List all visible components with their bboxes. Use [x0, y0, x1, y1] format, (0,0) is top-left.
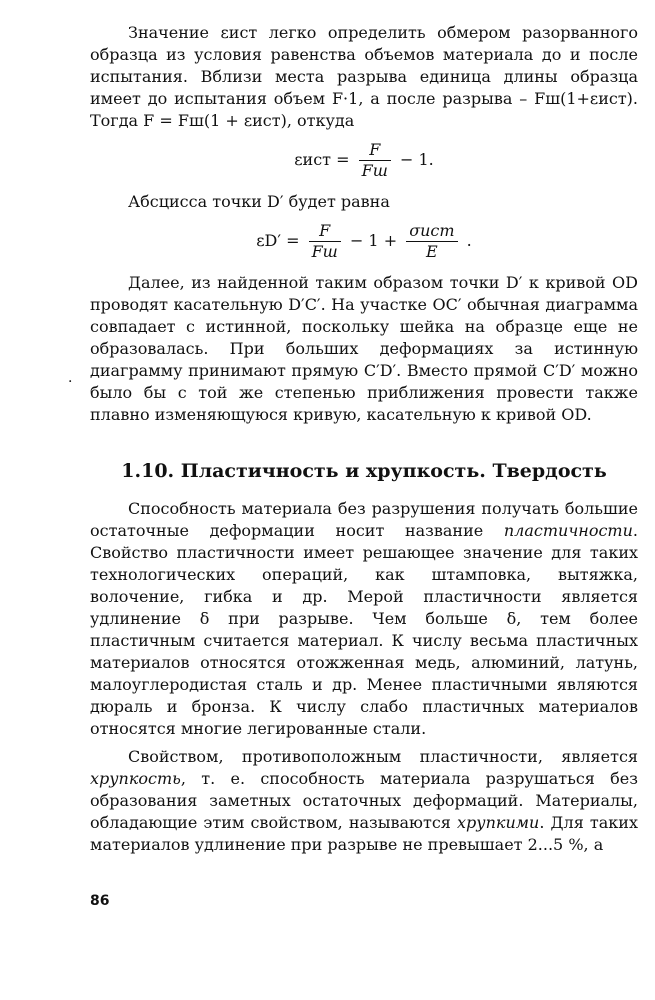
text-run: Свойством, противоположным пластичности, является	[128, 747, 638, 766]
fraction-denominator: Fш	[361, 161, 388, 180]
margin-mark: ·	[68, 374, 73, 390]
term-brittleness: хрупкость	[90, 769, 181, 788]
text-run: . Для таких материалов удлинение при разрыве не превышает 2...5 %, а	[90, 813, 638, 854]
fraction-numerator: σист	[406, 221, 457, 242]
fraction	[309, 221, 341, 262]
paragraph-intro: Значение εист легко определить обмером разорванного образца из условия равенства объемов материала до и после испытания. Вблизи места разрыва единица длины образца имеет до испытания объем F·1, а после разрыва – Fш(1+εист). Тогда F = Fш(1 + εист), откуда	[90, 23, 638, 130]
section-title: 1.10. Пластичность и хрупкость. Твердость	[121, 460, 607, 482]
formula-abscissa	[90, 221, 638, 262]
formula-middle: − 1 +	[349, 231, 398, 250]
fraction-numerator: F	[309, 221, 341, 242]
paragraph-plasticity	[90, 498, 638, 740]
fraction-numerator: F	[359, 140, 391, 161]
term-brittle: хрупкими	[457, 813, 540, 832]
page-content	[90, 22, 638, 856]
paragraph-brittleness	[90, 746, 638, 856]
term-plasticity: пластичности	[503, 521, 633, 540]
formula-lhs: εD′ =	[256, 231, 300, 250]
paragraph-tangent: Далее, из найденной таким образом точки D′ к кривой OD проводят касательную D′C′. На участке OC′ обычная диаграмма совпадает с истинной, поскольку шейка на образце еще не образовалась. При больших деформациях за истинную диаграмму принимают прямую C′D′. Вместо прямой C′D′ можно было бы с той же степенью приближения провести также плавно изменяющуюся кривую, касательную к кривой OD.	[90, 273, 638, 424]
formula-true-strain	[90, 140, 638, 181]
text-run: Способность материала без разрушения получать большие остаточные деформации носит название	[90, 499, 638, 540]
fraction	[406, 221, 457, 262]
formula-end: .	[466, 231, 472, 250]
page-number: 86	[90, 893, 110, 909]
text-run: . Свойство пластичности имеет решающее значение для таких технологических операций, как штамповка, вытяжка, волочение, гибка и др. Мерой пластичности является удлинение δ при разрыве. Чем больше δ, тем более пластичным считается материал. К числу весьма пластичных материалов относятся отожженная медь, алюминий, латунь, малоуглеродистая сталь и др. Менее пластичными являются дюраль и бронза. К числу слабо пластичных материалов относятся многие легированные стали.	[90, 521, 638, 738]
text-run: , т. е. способность материала разрушаться без образования заметных остаточных деформаций. Материалы, обладающие этим свойством, называются	[90, 769, 638, 832]
fraction-denominator: Fш	[311, 242, 338, 261]
formula-rest: − 1.	[399, 150, 434, 169]
fraction-denominator: E	[426, 242, 438, 261]
formula-lhs: εист =	[294, 150, 350, 169]
paragraph-abscissa: Абсцисса точки D′ будет равна	[128, 192, 390, 211]
fraction	[359, 140, 391, 181]
